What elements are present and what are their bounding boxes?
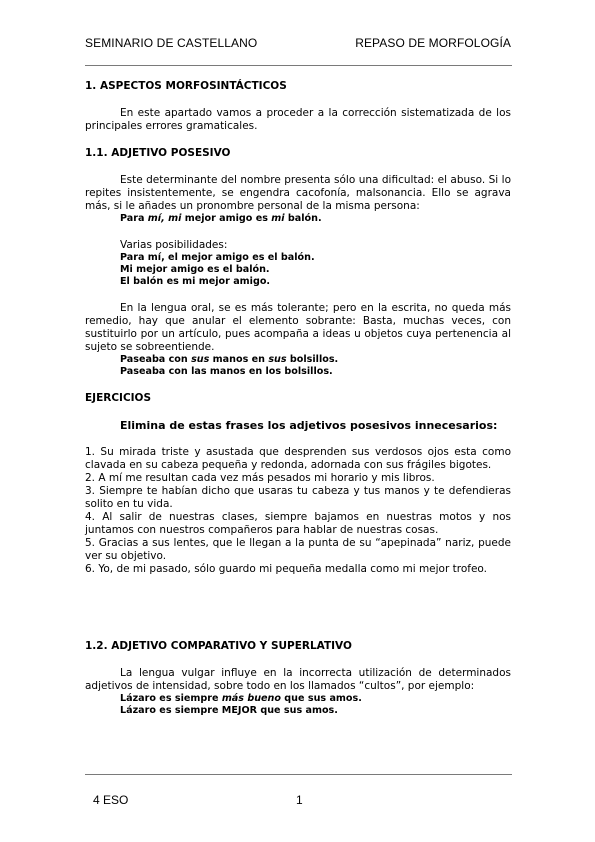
option-3: El balón es mi mejor amigo. (120, 276, 271, 287)
exercise-item: 2. A mí me resultan cada vez más pesados mi horario y mis libros. (85, 472, 435, 484)
section-1-intro: En este apartado vamos a proceder a la corrección sistematizada de los principales errores gramaticales. (85, 107, 511, 132)
footer-rule (85, 774, 512, 775)
option-1: Para mí, el mejor amigo es el balón. (120, 252, 315, 263)
example-1: Para mí, mi mejor amigo es mi balón. (120, 213, 322, 224)
exercise-item: 5. Gracias a sus lentes, que le llegan a la punta de su “apepinada” nariz, puede ver su objetivo. (85, 537, 511, 562)
footer-course: 4 ESO (93, 793, 129, 807)
exercise-item: 4. Al salir de nuestras clases, siempre bajamos en nuestras motos y nos juntamos con nuestros compañeros para hablar de nuestras cosas. (85, 511, 511, 536)
section-1-title: 1. ASPECTOS MORFOSINTÁCTICOS (85, 80, 287, 92)
exercise-item: 1. Su mirada triste y asustada que desprenden sus verdosos ojos esta como clavada en su cabeza pequeña y redonda, adornada con sus frágiles bigotes. (85, 446, 511, 471)
header-left: SEMINARIO DE CASTELLANO (85, 36, 258, 50)
exercises-instruction: Elimina de estas frases los adjetivos posesivos innecesarios: (120, 419, 498, 432)
section-1-2-paragraph-1: La lengua vulgar influye en la incorrecta utilización de determinados adjetivos de intensidad, sobre todo en los llamados “cultos”, por ejemplo: (85, 667, 511, 692)
section-1-2-title: 1.2. ADJETIVO COMPARATIVO Y SUPERLATIVO (85, 640, 352, 652)
page-header (85, 36, 511, 56)
document-body (85, 80, 511, 717)
exercise-item: 3. Siempre te habían dicho que usaras tu cabeza y tus manos y te defendieras solito en tu vida. (85, 485, 511, 510)
page-number: 1 (296, 793, 303, 807)
section-1-1-title: 1.1. ADJETIVO POSESIVO (85, 147, 231, 159)
header-rule (85, 65, 512, 66)
section-1-1-paragraph-1: Este determinante del nombre presenta sólo una dificultad: el abuso. Si lo repites insistentemente, se engendra cacofonía, malsonancia. Ello se agrava más, si le añades un pronombre personal de la misma persona: (85, 174, 511, 212)
example-4: Lázaro es siempre más bueno que sus amos. (120, 693, 362, 704)
section-1-1-paragraph-2: En la lengua oral, se es más tolerante; pero en la escrita, no queda más remedio, hay que anular el elemento sobrante: Basta, muchas veces, con sustituirlo por un artículo, pues acompaña a ideas u objetos cuya pertenencia al sujeto se sobreentiende. (85, 302, 511, 353)
option-2: Mi mejor amigo es el balón. (120, 264, 270, 275)
example-2: Paseaba con sus manos en sus bolsillos. (120, 354, 339, 365)
options-label: Varias posibilidades: (120, 239, 228, 251)
exercise-item: 6. Yo, de mi pasado, sólo guardo mi pequeña medalla como mi mejor trofeo. (85, 563, 487, 575)
example-5: Lázaro es siempre MEJOR que sus amos. (120, 705, 338, 716)
header-right: REPASO DE MORFOLOGÍA (355, 36, 511, 50)
example-3: Paseaba con las manos en los bolsillos. (120, 366, 333, 377)
exercises-title: EJERCICIOS (85, 392, 152, 404)
